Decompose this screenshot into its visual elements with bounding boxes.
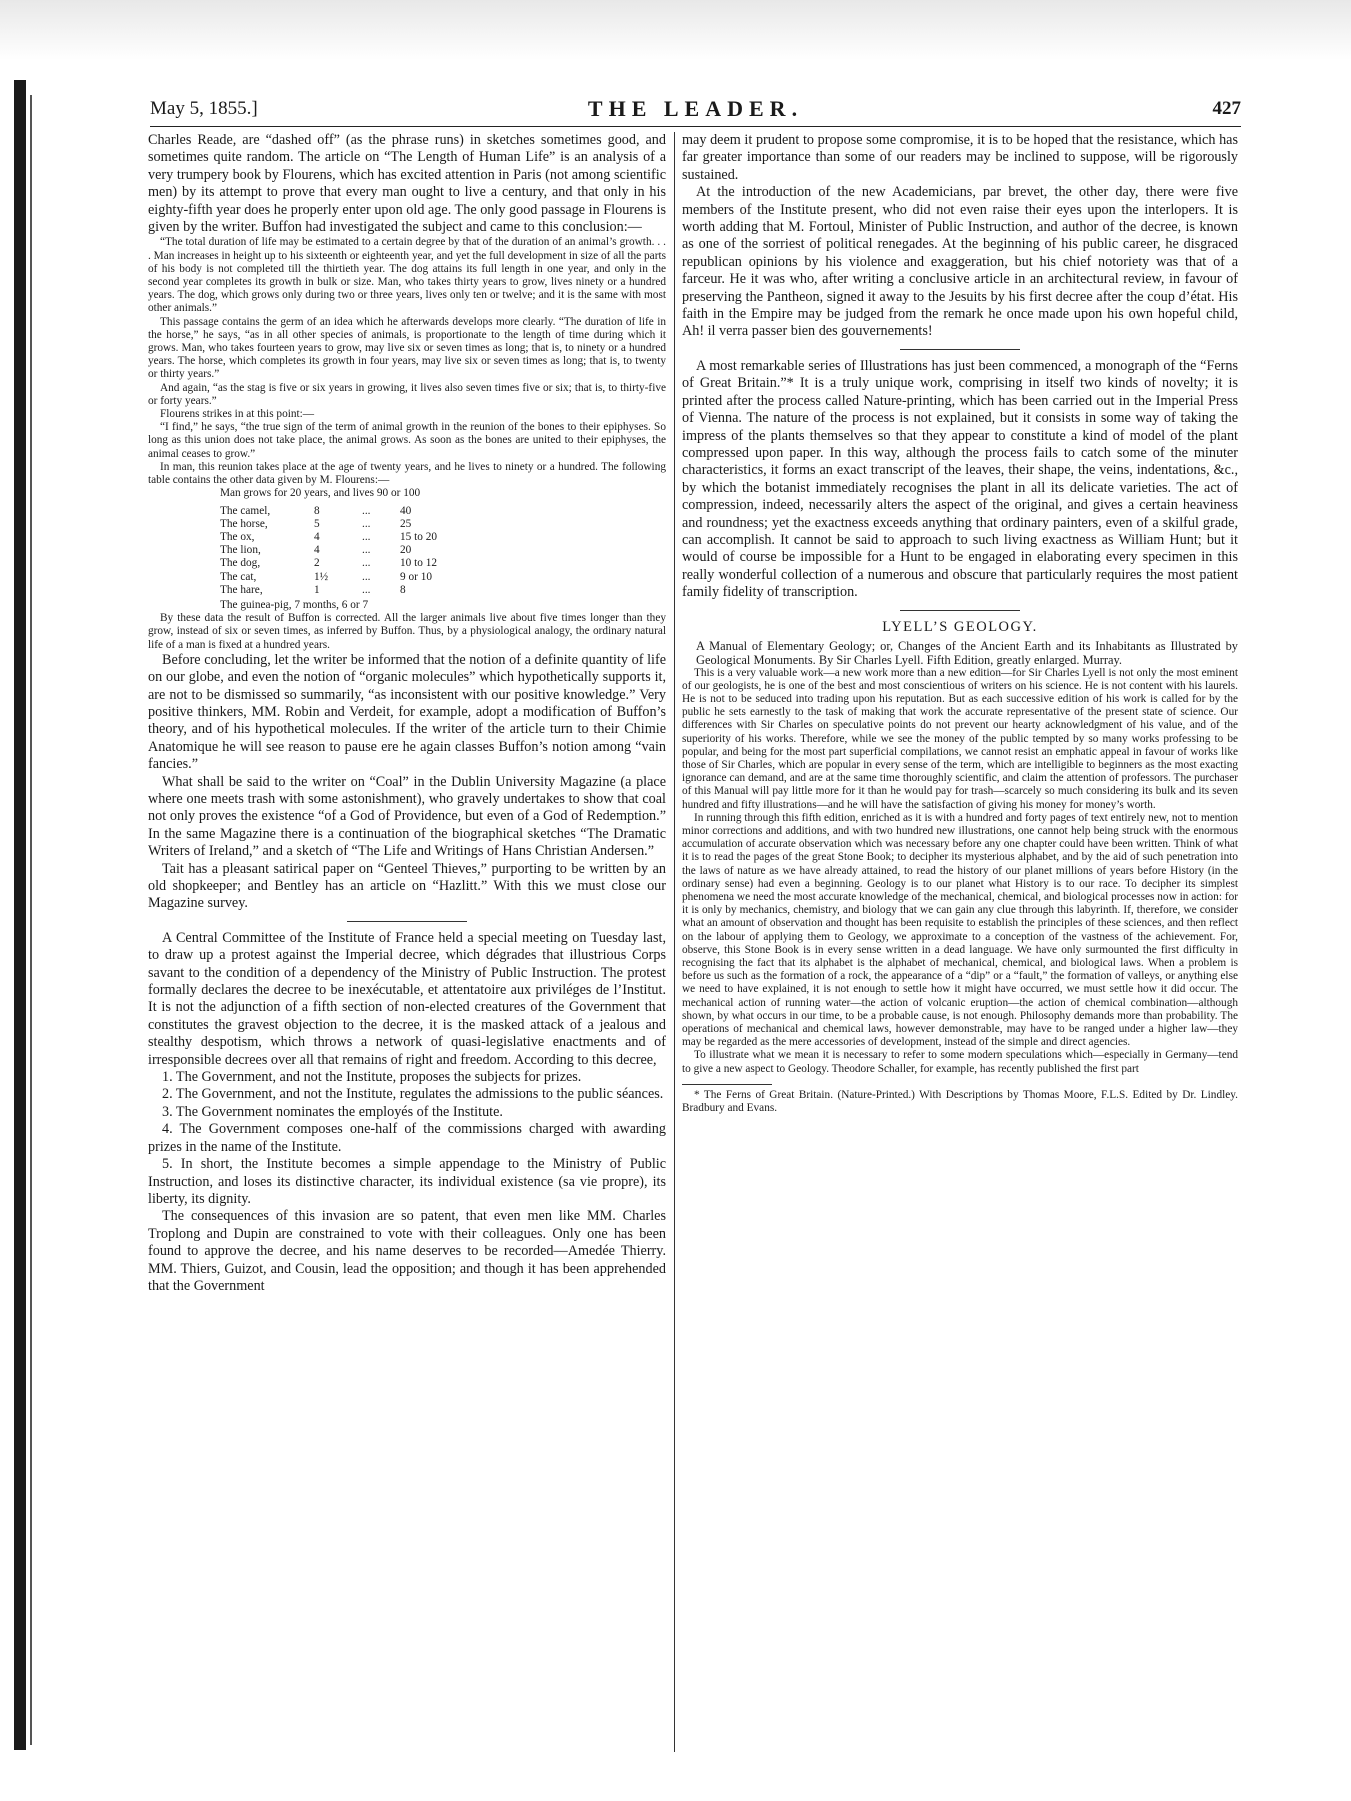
table-cell: 15 to 20 [400, 530, 438, 543]
article-paragraph: The consequences of this invasion are so patent, that even men like MM. Charles Troplong and Dupin are constrained to vote with their colleagues. Only one has been found to approve the decree, and his name deserves to be recorded—Amedée Thierry. MM. Thiers, Guizot, and Cousin, lead the opposition; and though it has been apprehended that the Government [148, 1208, 666, 1294]
table-cell: The hare, [220, 583, 263, 596]
book-title: A Manual of Elementary Geology; or, Changes of the Ancient Earth and its Inhabitants as Illustrated by Geological Monuments. By Sir Charles Lyell. Fifth Edition, greatly enlarged. Murray. [696, 638, 1238, 667]
table-cell: The camel, [220, 504, 271, 517]
table-cell: The ox, [220, 530, 255, 543]
quoted-passage: In man, this reunion takes place at the age of twenty years, and he lives to ninety or a hundred. The following table contains the other data given by M. Flourens:— [148, 460, 666, 487]
quoted-passage: Flourens strikes in at this point:— [160, 408, 315, 421]
table-row [220, 557, 494, 570]
binding-edge [14, 80, 26, 1750]
left-column [148, 132, 666, 1752]
table-cell: 4 [314, 530, 320, 543]
section-divider [347, 921, 467, 922]
list-item: 4. The Government composes one-half of the commissions charged with awarding prizes in the name of the Institute. [148, 1121, 666, 1155]
table-last-row: The guinea-pig, 7 months, 6 or 7 [220, 598, 369, 611]
table-row [220, 544, 494, 557]
table-cell: The horse, [220, 517, 268, 530]
article-paragraph: At the introduction of the new Academicians, par brevet, the other day, there were five members of the Institute present, who did not even raise their eyes upon the interlopers. It is worth adding that M. Fortoul, Minister of Public Instruction, and author of the decree, is known as one of the sorriest of political renegades. At the beginning of his public career, he disgraced republican opinions by his violence and exaggeration, but his chief notoriety was that of a farceur. He it was who, after writing a conclusive article in an architectural review, in favour of preserving the Pantheon, signed it away to the Jesuits by his first decree after the coup d’état. His faith in the Empire may be judged from the remark he once made upon his own hopeful child, Ah! il verra passer bien des gouvernements! [682, 184, 1238, 340]
quoted-passage: “The total duration of life may be estimated to a certain degree by that of the duration of an animal’s growth. . . . Man increases in height up to his sixteenth or eighteenth year, and yet the full development in size of all the parts of his body is not completed till the thirtieth year. The dog attains its full length in one year, and only in the second year completes its growth in bulk or size. Man, who takes thirty years to grow, lives ninety or a hundred years. The dog, which grows only during two or three years, lives only ten or twelve; and it is the same with most other animals.” [148, 236, 666, 315]
page-number: 427 [1212, 98, 1241, 119]
newspaper-title: THE LEADER. [587, 96, 804, 121]
table-cell: The dog, [220, 557, 261, 570]
review-heading: LYELL’S GEOLOGY. [882, 618, 1038, 635]
table-cell: 25 [400, 517, 412, 530]
list-item: 2. The Government, and not the Institute, regulates the admissions to the public séances. [162, 1086, 664, 1103]
article-paragraph: A Central Committee of the Institute of France held a special meeting on Tuesday last, to draw up a protest against the Imperial decree, which dégrades that illustrious Corps savant to the condition of a dependency of the Ministry of Public Instruction. The protest formally declares the decree to be inexécutable, et attentatoire aux priviléges de l’Institut. It is not the adjunction of a fifth section of non-elected creatures of the Government that constitutes the gravest objection to the decree, it is the masked attack of a jealous and stealthy despotism, which throws a network of quasi-legislative enactments and of irresponsible decrees over all that remains of right and freedom. According to this decree, [148, 929, 666, 1068]
table-cell: 9 or 10 [400, 570, 433, 583]
article-paragraph: What shall be said to the writer on “Coal” in the Dublin University Magazine (a place where one meets trash with some astonishment), who gravely undertakes to show that coal not only proves the existence “of a God of Providence, but even of a God of Redemption.” In the same Magazine there is a continuation of the biographical sketches “The Dramatic Writers of Ireland,” and a sketch of “The Life and Writings of Hans Christian Andersen.” [148, 773, 666, 860]
list-item: 5. In short, the Institute becomes a simple appendage to the Ministry of Public Instruction, and loses its distinctive character, its individual existence (sa vie propre), its liberty, its dignity. [148, 1156, 666, 1207]
table-cell: 1 [314, 583, 320, 596]
table-cell: ... [362, 544, 371, 557]
table-cell: 10 to 12 [400, 557, 438, 570]
table-cell: ... [362, 583, 371, 596]
article-paragraph: Charles Reade, are “dashed off” (as the phrase runs) in sketches sometimes good, and sometimes quite random. The article on “The Length of Human Life” is an analysis of a very trumpery book by Flourens, which has excited attention in Paris (not among scientific men) by its attempt to prove that every man ought to live a century, and that only in his eighty-fifth year does he properly enter upon old age. The only good passage in Flourens is given by the writer. Buffon had investigated the subject and came to this conclusion:— [148, 132, 666, 236]
footnote-rule [682, 1084, 772, 1085]
table-cell: 1½ [314, 570, 329, 583]
table-row [220, 531, 494, 544]
footnote: * The Ferns of Great Britain. (Nature-Printed.) With Descriptions by Thomas Moore, F.L.S. Edited by Dr. Lindley. Bradbury and Evans. [682, 1088, 1238, 1114]
article-paragraph: To illustrate what we mean it is necessary to refer to some modern speculations which—especially in Germany—tend to give a new aspect to Geology. Theodore Schaller, for example, has recently published the first part [682, 1049, 1238, 1075]
table-cell: ... [362, 504, 371, 517]
growth-table [220, 505, 494, 597]
table-row [220, 518, 494, 531]
column-rule [674, 132, 675, 1752]
table-cell: 2 [314, 557, 320, 570]
table-row [220, 505, 494, 518]
table-row [220, 584, 494, 597]
issue-date: May 5, 1855.] [150, 98, 258, 119]
table-cell: 20 [400, 544, 412, 557]
right-column [682, 132, 1238, 1752]
page-top-shading [0, 0, 1351, 60]
table-cell: 4 [314, 544, 320, 557]
list-item: 3. The Government nominates the employés of the Institute. [162, 1103, 503, 1120]
section-divider [900, 610, 1020, 611]
article-paragraph: This is a very valuable work—a new work more than a new edition—for Sir Charles Lyell is not only the most eminent of our geologists, he is one of the best and most conscientious of writers on his science. He is not content with his laurels. He is not to be seduced into trading upon his reputation. But as each successive edition of his work is called for by the public he sets earnestly to the task of making that work the accurate representative of the present state of science. Our differences with Sir Charles on speculative points do not prevent our hearty acknowledgment of his value, and of the superiority of his works. Therefore, while we see the money of the public tempted by so many works professing to be popular, and being for the most part superficial compilations, we cannot resist an emphatic appeal in favour of works like those of Sir Charles, which are popular in every sense of the term, which are intelligible to beginners as the most exacting ignorance can demand, and are at the same time thoroughly scientific, and claim the attention of professors. The purchaser of this Manual will pay little more for it than he would pay for trash—scarcely so much considering its bulk and its seven hundred and fifty illustrations—and he will have the satisfaction of giving his money for money’s worth. [682, 666, 1238, 811]
article-paragraph: Before concluding, let the writer be informed that the notion of a definite quantity of life on our globe, and even the notion of “organic molecules” which hypothetically supports it, are not to be dismissed so summarily, “as inconsistent with our positive knowledge.” Very positive thinkers, MM. Robin and Verdeit, for example, adopt a modification of Buffon’s theory, and of his hypothetical molecules. If the writer of the article turn to their Chimie Anatomique he will see reason to pause ere he again classes Buffon’s notion among “vain fancies.” [148, 651, 666, 773]
list-item: 1. The Government, and not the Institute, proposes the subjects for prizes. [162, 1069, 582, 1086]
table-cell: The cat, [220, 570, 257, 583]
masthead [150, 96, 1241, 127]
table-cell: 5 [314, 517, 320, 530]
table-cell: 40 [400, 504, 412, 517]
article-paragraph: In running through this fifth edition, enriched as it is with a hundred and forty pages of text entirely new, not to mention minor corrections and additions, and with two hundred new illustrations, one cannot help being struck with the enormous accumulation of accurate observation which was necessary before any one chapter could have been written. Think of what it is to read the pages of the great Stone Book; to decipher its mysterious alphabet, and by the aid of such penetration into the laws of nature as we have already attained, to read the history of our planet millions of years before History (in the ordinary sense) had even a beginning. Geology is to our planet what History is to our race. To decipher its simplest phenomena we need the most accurate knowledge of the mechanical, chemical, and biological processes now in action: for it is only by mechanics, chemistry, and biology that we can gain any clue through this labyrinth. If, therefore, we consider what an amount of observation and thought has been requisite to establish the principles of these sciences, and then reflect on the labour of applying them to Geology, we approximate to a conception of the vastness of the achievement. For, observe, this Stone Book is in every sense written in a dead language. We have only surmounted the first difficulty in recognising the fact that its alphabet is the alphabet of mechanical, chemical, and biological laws. When a problem is before us such as the formation of a rock, the appearance of a “dip” or a “fault,” the formation of valleys, or anything else we need to have explained, it is not enough to settle how it might have occurred, we must settle how it did occur. The mechanical action of running water—the action of volcanic eruption—the action of chemical combination—although shown, by what occurs in our time, to be a probable cause, is not enough. Philosophy demands more than probability. The operations of mechanical and chemical laws, however demonstrable, may have to be ranged under a higher law—they may be regarded as the mere accessories of development, instead of the simple and direct agencies. [682, 811, 1238, 1049]
quoted-passage: And again, “as the stag is five or six years in growing, it lives also seven times five or six; that is, to thirty-five or forty years.” [148, 381, 666, 407]
article-paragraph: Tait has a pleasant satirical paper on “Genteel Thieves,” purporting to be written by an old shopkeeper; and Bentley has an article on “Hazlitt.” With this we must close our Magazine survey. [148, 860, 666, 912]
binding-edge-line [30, 95, 32, 1745]
quoted-passage: “I find,” he says, “the true sign of the term of animal growth in the reunion of the bones to their epiphyses. So long as this union does not take place, the animal grows. As soon as the bones are united to their epiphyses, the animal ceases to grow.” [148, 421, 666, 460]
article-paragraph: may deem it prudent to propose some compromise, it is to be hoped that the resistance, which has far greater importance than some of our readers may be inclined to suppose, will be rigorously sustained. [682, 132, 1238, 183]
table-row [220, 571, 494, 584]
table-cell: 8 [400, 583, 406, 596]
table-cell: 8 [314, 504, 320, 517]
table-cell: ... [362, 517, 371, 530]
quoted-passage: By these data the result of Buffon is corrected. All the larger animals live about five times longer than they grow, instead of six or seven times, as inferred by Buffon. Thus, by a physiological analogy, the ordinary natural life of a man is fixed at a hundred years. [148, 612, 666, 651]
table-cell: ... [362, 557, 371, 570]
table-cell: The lion, [220, 544, 261, 557]
table-cell: ... [362, 530, 371, 543]
article-paragraph: A most remarkable series of Illustrations has just been commenced, a monograph of the “Ferns of Great Britain.”* It is a truly unique work, comprising in itself two kinds of novelty; it is printed after the process called Nature-printing, which has been carried out in the Imperial Press of Vienna. The nature of the process is not explained, but it consists in some way of taking the impress of the plants themselves so that they appear to constitute a kind of model of the plant compressed upon paper. In this way, although the process fails to catch some of the minuter characteristics, it forms an exact transcript of the leaves, their shape, the veins, indentations, &c., by which the botanist immediately recognises the plant in all its delicate varieties. The act of compression, indeed, necessarily alters the aspect of the original, and gives a certain heaviness and roundness; yet the exactness exceeds anything that ordinary painters, even of a skilful grade, can accomplish. It cannot be said to approach to such living exactness as William Hunt; but it would of course be impossible for a Hunt to be engaged in elaborating every specimen in this really wonderful collection of a numerous and obscure that particularly requires the most patient family fidelity of transcription. [682, 357, 1238, 601]
table-header: Man grows for 20 years, and lives 90 or 100 [220, 487, 421, 500]
section-divider [900, 349, 1020, 350]
table-cell: ... [362, 570, 371, 583]
quoted-passage: This passage contains the germ of an idea which he afterwards develops more clearly. “The duration of life in the horse,” he says, “as in all other species of animals, is proportionate to the length of time during which it grows. Man, who takes fourteen years to grow, may live six or seven times as long; that is, to ninety or a hundred years. The horse, which completes its growth in four years, may live six or seven times as long; that is, to twenty or thirty years.” [148, 315, 666, 381]
